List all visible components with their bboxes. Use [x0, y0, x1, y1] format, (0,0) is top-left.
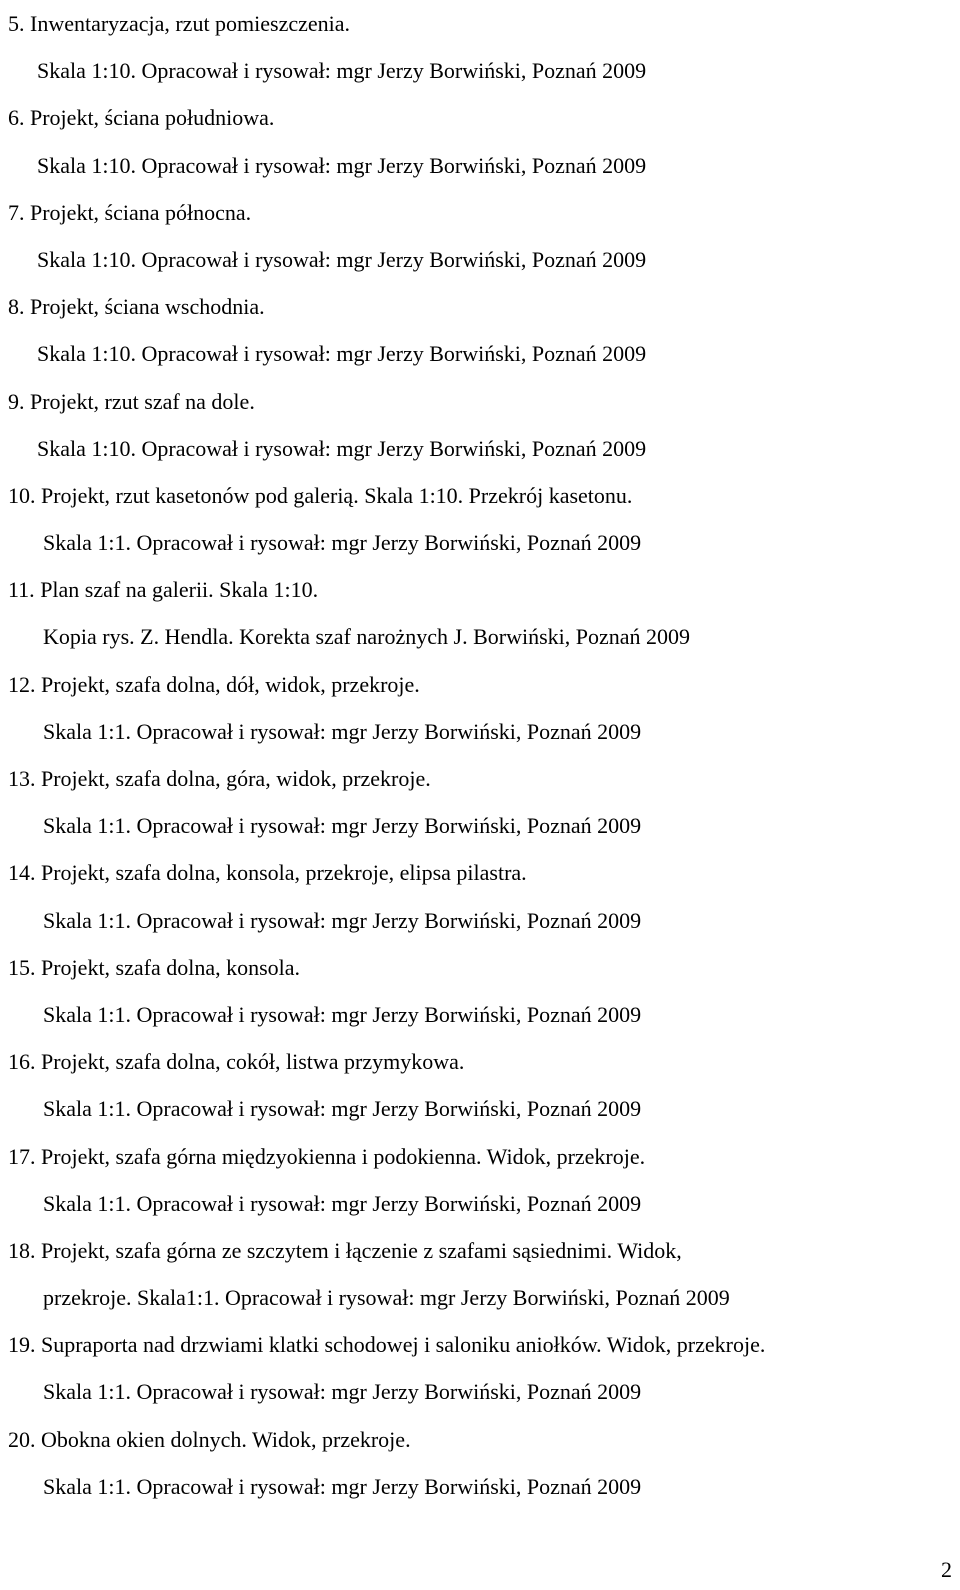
list-item: [8, 1038, 960, 1132]
item-title: Projekt, szafa dolna, góra, widok, przekroje.: [41, 766, 431, 791]
item-number: 12.: [8, 671, 36, 697]
item-details: Skala 1:1. Opracował i rysował: mgr Jerzy Borwiński, Poznań 2009: [43, 1190, 642, 1216]
item-number: 11.: [8, 577, 35, 603]
item-details: Skala 1:1. Opracował i rysował: mgr Jerzy Borwiński, Poznań 2009: [43, 813, 642, 839]
list-item: [8, 849, 960, 943]
list-item: [8, 944, 960, 1038]
drawing-list: [8, 0, 960, 1510]
list-item: [8, 1321, 960, 1415]
item-number: 19.: [8, 1332, 36, 1358]
list-item: [8, 283, 960, 377]
item-details: Skala 1:10. Opracował i rysował: mgr Jerzy Borwiński, Poznań 2009: [37, 152, 647, 178]
list-item: [8, 1227, 960, 1321]
item-number: 16.: [8, 1049, 36, 1075]
item-number: 20.: [8, 1426, 36, 1452]
item-title: Projekt, rzut kasetonów pod galerią. Skala 1:10. Przekrój kasetonu.: [41, 482, 633, 508]
list-item: [8, 94, 960, 188]
item-number: 10.: [8, 482, 36, 508]
item-title: Supraporta nad drzwiami klatki schodowej i saloniku aniołków. Widok, przekroje.: [41, 1332, 766, 1358]
item-details: Skala 1:1. Opracował i rysował: mgr Jerzy Borwiński, Poznań 2009: [43, 1001, 642, 1027]
item-title: Projekt, szafa dolna, dół, widok, przekroje.: [41, 671, 420, 697]
item-details: Skala 1:1. Opracował i rysował: mgr Jerzy Borwiński, Poznań 2009: [43, 1473, 642, 1499]
item-details: Skala 1:1. Opracował i rysował: mgr Jerzy Borwiński, Poznań 2009: [43, 1379, 642, 1405]
item-title: Projekt, szafa górna ze szczytem i łączenie z szafami sąsiednimi. Widok,: [41, 1237, 682, 1263]
list-item: [8, 378, 960, 472]
item-title: Obokna okien dolnych. Widok, przekroje.: [41, 1426, 411, 1452]
item-details: Skala 1:1. Opracował i rysował: mgr Jerzy Borwiński, Poznań 2009: [43, 718, 642, 744]
item-number: 13.: [8, 766, 36, 791]
list-item: [8, 1416, 960, 1510]
list-item: [8, 189, 960, 283]
item-number: 18.: [8, 1237, 36, 1263]
item-details: Kopia rys. Z. Hendla. Korekta szaf narożnych J. Borwiński, Poznań 2009: [43, 624, 691, 650]
item-details: Skala 1:10. Opracował i rysował: mgr Jerzy Borwiński, Poznań 2009: [37, 341, 647, 367]
item-title: Plan szaf na galerii. Skala 1:10.: [40, 577, 319, 603]
item-details: Skala 1:10. Opracował i rysował: mgr Jerzy Borwiński, Poznań 2009: [37, 435, 647, 461]
list-item: [8, 661, 960, 755]
item-details: przekroje. Skala1:1. Opracował i rysował: mgr Jerzy Borwiński, Poznań 2009: [43, 1285, 730, 1311]
page-number: 2: [941, 1557, 952, 1582]
list-item: [8, 1133, 960, 1227]
item-number: 7.: [8, 199, 25, 225]
item-details: Skala 1:1. Opracował i rysował: mgr Jerzy Borwiński, Poznań 2009: [43, 907, 642, 933]
item-details: Skala 1:10. Opracował i rysował: mgr Jerzy Borwiński, Poznań 2009: [37, 58, 647, 84]
list-item: [8, 0, 960, 94]
item-title: Projekt, szafa górna międzyokienna i podokienna. Widok, przekroje.: [41, 1143, 646, 1169]
list-item: [8, 472, 960, 566]
item-number: 15.: [8, 954, 36, 980]
item-title: Projekt, rzut szaf na dole.: [30, 388, 255, 414]
list-item: [8, 755, 960, 849]
item-title: Projekt, ściana północna.: [30, 199, 252, 225]
item-number: 5.: [8, 11, 25, 36]
item-title: Projekt, szafa dolna, konsola.: [41, 954, 301, 980]
item-number: 14.: [8, 860, 36, 886]
item-title: Projekt, szafa dolna, cokół, listwa przymykowa.: [41, 1049, 465, 1075]
item-number: 17.: [8, 1143, 36, 1169]
item-title: Projekt, szafa dolna, konsola, przekroje, elipsa pilastra.: [41, 860, 527, 886]
item-number: 6.: [8, 105, 25, 131]
item-title: Projekt, ściana południowa.: [30, 105, 275, 131]
item-title: Inwentaryzacja, rzut pomieszczenia.: [30, 11, 351, 36]
item-details: Skala 1:1. Opracował i rysował: mgr Jerzy Borwiński, Poznań 2009: [43, 1096, 642, 1122]
item-number: 8.: [8, 294, 25, 320]
item-details: Skala 1:1. Opracował i rysował: mgr Jerzy Borwiński, Poznań 2009: [43, 530, 642, 556]
list-item: [8, 566, 960, 660]
item-number: 9.: [8, 388, 25, 414]
item-details: Skala 1:10. Opracował i rysował: mgr Jerzy Borwiński, Poznań 2009: [37, 246, 647, 272]
item-title: Projekt, ściana wschodnia.: [30, 294, 265, 320]
